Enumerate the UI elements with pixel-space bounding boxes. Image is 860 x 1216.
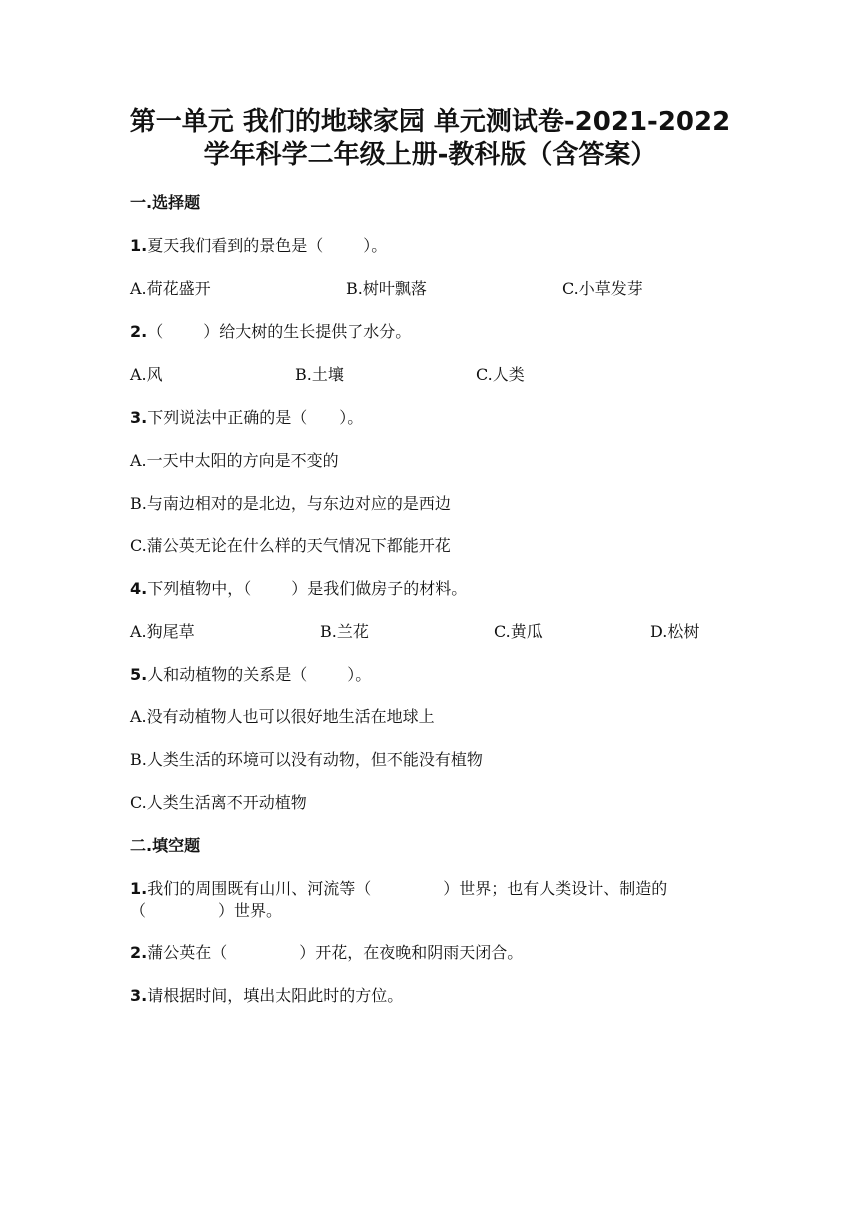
option-c: C.小草发芽 (562, 279, 643, 298)
fill-question-1 (130, 879, 667, 899)
question-text: 我们的周围既有山川、河流等（ (147, 879, 372, 898)
question-number: 1. (130, 879, 148, 898)
option-c: C.人类 (476, 365, 525, 384)
question-text: （ (147, 322, 164, 341)
section-heading-fill: 二.填空题 (130, 836, 201, 855)
question-number: 5. (130, 665, 148, 684)
question-number: 1. (130, 236, 148, 255)
section-heading-choice: 一.选择题 (130, 193, 201, 212)
question-5 (130, 665, 371, 685)
page-title (100, 106, 760, 172)
option-d: D.松树 (650, 622, 700, 641)
question-text-end: ）。 (347, 665, 372, 684)
option-c: C.黄瓜 (494, 622, 543, 641)
question-2 (130, 322, 411, 342)
option-b: B.与南边相对的是北边，与东边对应的是西边 (130, 494, 451, 513)
title-line-2: 学年科学二年级上册-教科版（含答案） (203, 140, 657, 170)
option-b: B.人类生活的环境可以没有动物，但不能没有植物 (130, 750, 483, 769)
fill-question-1-continued (130, 901, 282, 921)
option-c: C.人类生活离不开动植物 (130, 793, 307, 812)
option-a: A.荷花盛开 (130, 279, 211, 298)
question-text: 下列植物中，（ (147, 579, 252, 598)
question-text-end: ）世界。 (218, 901, 283, 920)
question-text: 下列说法中正确的是（ (147, 408, 308, 427)
title-line-1: 第一单元 我们的地球家园 单元测试卷-2021-2022 (129, 107, 731, 137)
question-text-end: ）给大树的生长提供了水分。 (203, 322, 412, 341)
fill-question-3 (130, 986, 403, 1006)
question-text-mid: ）世界；也有人类设计、制造的 (443, 879, 668, 898)
option-b: B.兰花 (320, 622, 369, 641)
option-b: B.土壤 (295, 365, 344, 384)
question-number: 3. (130, 408, 148, 427)
question-1 (130, 236, 387, 256)
option-a: A.一天中太阳的方向是不变的 (130, 451, 339, 470)
option-b: B.树叶飘落 (346, 279, 427, 298)
question-text-end: ）。 (339, 408, 364, 427)
question-text-end: ）开花，在夜晚和阴雨天闭合。 (299, 943, 524, 962)
question-number: 3. (130, 986, 148, 1005)
question-4 (130, 579, 467, 599)
question-text: 蒲公英在（ (147, 943, 228, 962)
question-text: 夏天我们看到的景色是（ (147, 236, 324, 255)
question-text-end: ）是我们做房子的材料。 (291, 579, 468, 598)
question-text-end: ）。 (363, 236, 388, 255)
question-number: 4. (130, 579, 148, 598)
question-3 (130, 408, 363, 428)
option-a: A.没有动植物人也可以很好地生活在地球上 (130, 707, 435, 726)
question-text: （ (130, 901, 147, 920)
question-number: 2. (130, 943, 148, 962)
question-number: 2. (130, 322, 148, 341)
option-a: A.风 (130, 365, 163, 384)
question-text: 请根据时间，填出太阳此时的方位。 (147, 986, 404, 1005)
fill-question-2 (130, 943, 523, 963)
option-c: C.蒲公英无论在什么样的天气情况下都能开花 (130, 536, 451, 555)
option-a: A.狗尾草 (130, 622, 195, 641)
question-text: 人和动植物的关系是（ (147, 665, 308, 684)
